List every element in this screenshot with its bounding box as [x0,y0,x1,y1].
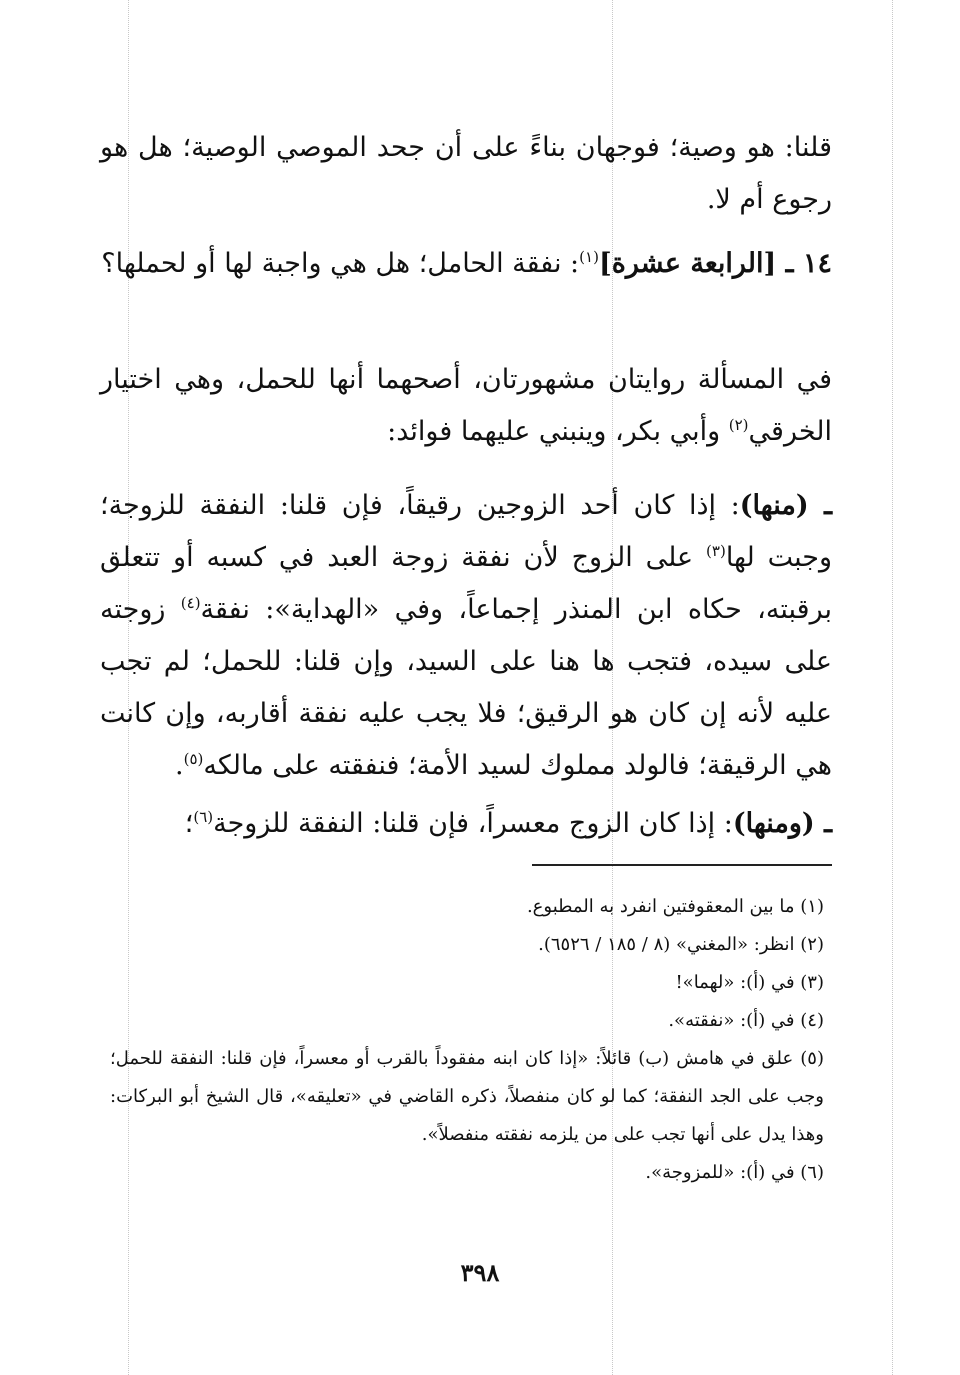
wa-minha-lead: ـ (ومنها) [732,808,832,839]
paragraph-5-text-a: : إذا كان الزوج معسراً، فإن قلنا: النفقة للزوجة [213,808,733,839]
paragraph-issue-14 [100,238,832,290]
footnote-ref-4: (٤) [180,594,201,612]
footnote-ref-3: (٣) [706,542,726,560]
footnote-1: (١) ما بين المعقوفتين انفرد به المطبوع. [526,896,824,917]
footnote-ref-1: (١) [579,248,599,266]
paragraph-4-end: . [175,750,184,781]
footnotes [110,888,824,1192]
paragraph-3-text-a: في المسألة روايتان مشهورتان، أصحهما أنها للحمل، وهي اختيار الخرقي [100,364,832,447]
paragraph-5-end: ؛ [184,808,194,839]
issue-question: : نفقة الحامل؛ هل هي واجبة لها أو لحملها؟ [101,248,580,279]
paragraph-5 [100,798,832,850]
paragraph-4-text-a: : إذا كان أحد الزوجين رقيقاً، فإن قلنا: النفقة للزوجة؛ وجبت لها [100,490,833,573]
page-number: ٣٩٨ [460,1258,500,1287]
footnote-5: (٥) علق في هامش (ب) قائلاً: «إذا كان ابنه مفقوداً بالقرب أو معسراً، فإن قلنا: النفقة للحمل؛ وجب على الجد النفقة؛ كما لو كان منفصلاً، ذكره القاضي في «تعليقه»، قال الشيخ أبو البركات: وهذا يدل على أنها تجب على من يلزمه نفقته منفصلاً». [110,1048,824,1145]
footnote-divider [532,864,832,866]
footnote-4: (٤) في (أ): «نفقته». [668,1010,824,1031]
minha-lead: ـ (منها) [739,490,832,521]
paragraph-1-text: قلنا: هو وصية؛ فوجهان بناءً على أن جحد الموصي الوصية؛ هل هو رجوع أم لا. [100,132,832,215]
footnote-6: (٦) في (أ): «للمزوجة». [645,1162,824,1183]
paragraph-3-text-b: وأبي بكر، وينبني عليهما فوائد: [387,416,729,447]
footnote-ref-2: (٢) [728,416,749,434]
footnote-3: (٣) في (أ): «لهما»! [675,972,824,993]
paragraph-4-text-c: زوجته على سيده، فتجب ها هنا على السيد، وإن قلنا: للحمل؛ لم تجب عليه لأنه إن كان هو الرقيق؛ فلا يجب عليه نفقة أقاربه، وإن كانت هي الرقيقة؛ فالولد مملوك لسيد الأمة؛ فنفقته على مالكه [100,594,832,781]
paragraph-3 [100,354,832,458]
paragraph-4 [100,480,832,792]
footnote-ref-5: (٥) [183,750,204,768]
footnote-2: (٢) انظر: «المغني» (٨ / ١٨٥ / ٦٥٢٦). [538,934,824,955]
footnote-ref-6: (٦) [193,808,214,826]
paragraph-4-text-b: على الزوج لأن نفقة زوجة العبد في كسبه أو تتعلق برقبته، حكاه ابن المنذر إجماعاً، وفي «الهداية»: نفقة [100,542,832,625]
scan-artifact-dots [892,0,893,1375]
issue-heading: ١٤ ـ [الرابعة عشرة] [598,248,832,279]
paragraph-1 [100,122,832,226]
